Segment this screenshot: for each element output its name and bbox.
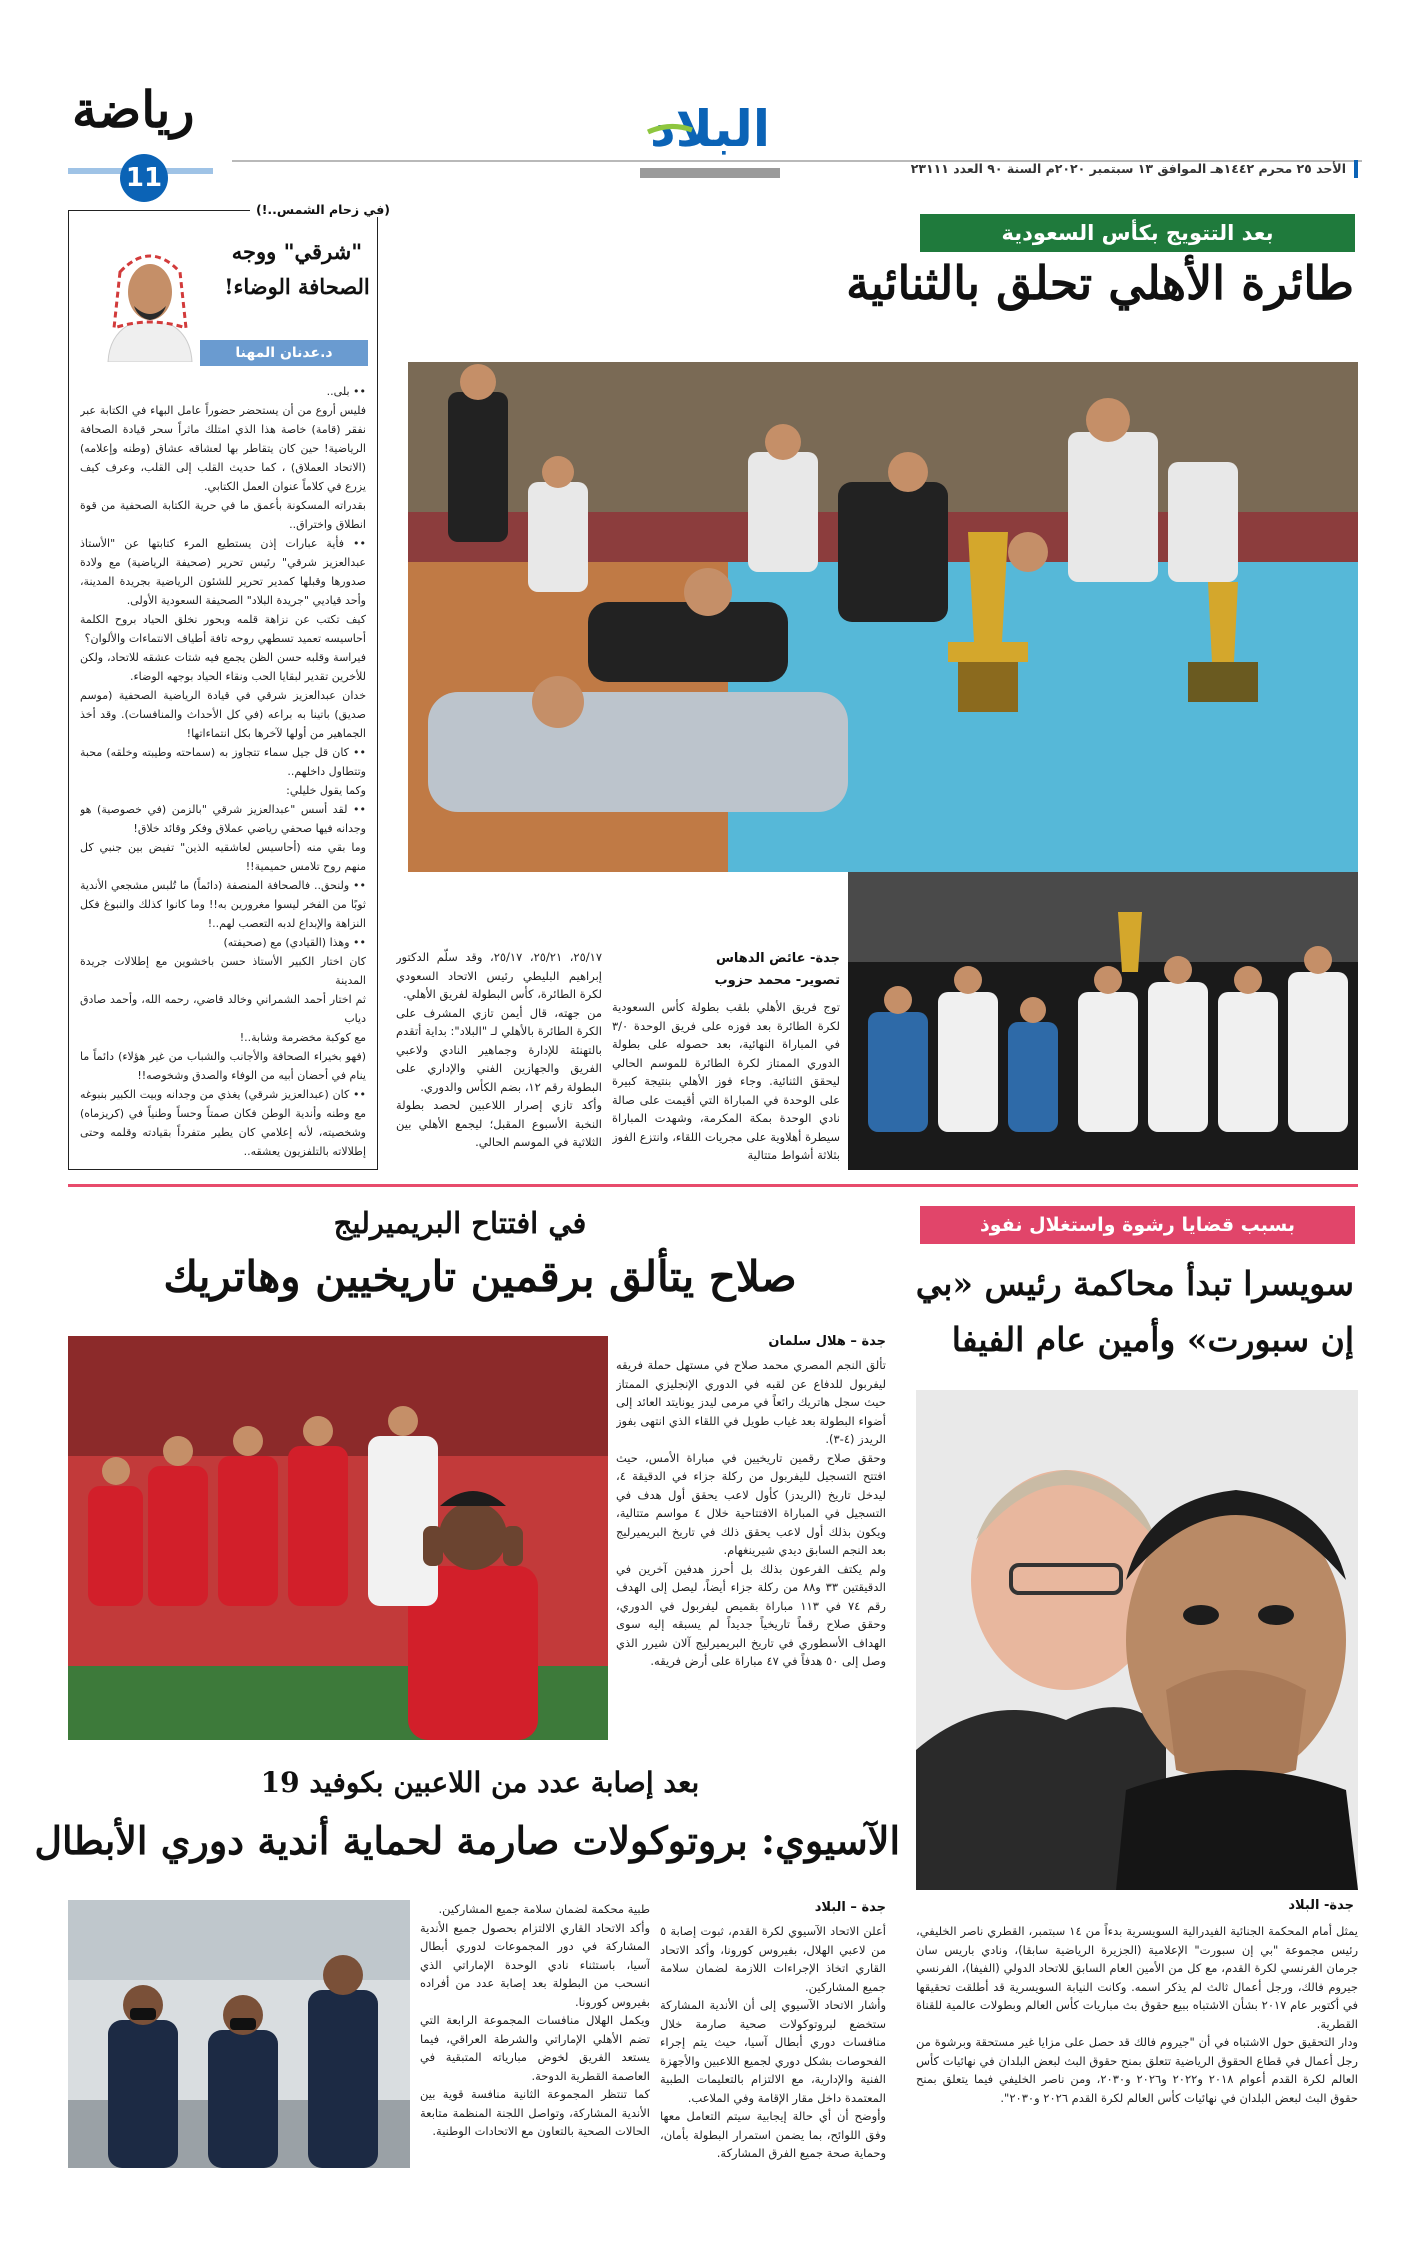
section-title: رياضة: [72, 80, 195, 139]
hilal-players-photo: [68, 1900, 410, 2168]
page-number: 11: [120, 154, 168, 202]
column-title: "شرقي" ووجه الصحافة الوضاء!: [224, 239, 370, 299]
story-salah-kicker: في افتتاح البريميرليج: [333, 1206, 587, 1240]
story-afc-body-part2: طبية محكمة لضمان سلامة جميع المشاركين. وأكد الاتحاد القاري الالتزام بحصول جميع الأندية المشاركة في دور المجموعات لدوري أبطال آسيا، باستثناء نادي الوحدة الإماراتي الذي انسحب من البطولة بعد إصابة عدد من أفراده بفيروس كورونا. ويكمل الهلال منافسات المجموعة الرابعة التي تضم الأهلي الإماراتي والشرطة العراقي، فيما يستعد الفريق لخوض مبارياته المتبقية في العاصمة القطرية الدوحة. كما تنتظر المجموعة الثانية منافسة قوية بين الأندية المشاركة، وتواصل اللجنة المنظمة متابعة الحالات الصحية بالتعاون مع الاتحادات الوطنية.: [420, 1902, 650, 2138]
columnist-name: د.عدنان المهنا: [200, 340, 368, 366]
logo-text: البلاد: [650, 100, 770, 158]
story-fifa-kicker: بسبب قضايا رشوة واستغلال نفوذ: [920, 1206, 1355, 1244]
story-afc-headline: الآسيوي: بروتوكولات صارمة لحماية أندية دوري الأبطال: [34, 1818, 900, 1863]
story-main-byline: جدة- عائض الدهاس تصوير- محمد حزوب: [714, 951, 840, 988]
story-afc-kicker: بعد إصابة عدد من اللاعبين بكوفيد 19: [260, 1766, 700, 1799]
newspaper-logo: [640, 92, 780, 160]
story-salah-headline: صلاح يتألق برقمين تاريخيين وهاتريك: [163, 1252, 797, 1301]
section-divider: [68, 1184, 1358, 1187]
column-kicker: (في زحام الشمس..!): [250, 202, 396, 217]
story-fifa-body: يمثل أمام المحكمة الجنائية الفيدرالية السويسرية بدءاً من ١٤ سبتمبر، القطري ناصر الخليفي، رئيس مجموعة "بي إن سبورت" الإعلامية (الجزيرة الرياضية سابقا)، ونادي باريس سان جرمان الفرنسي لكرة القدم، مع كل من الأمين العام السابق للاتحاد الدولي (الفيفا)، الفرنسي جيروم فالك، ورجل أعمال ثالث لم يذكر اسمه. وكانت النيابة السويسرية قد أطلقت تحقيقها في أكتوبر عام ٢٠١٧ بشأن الاشتباه ببيع حقوق بث مباريات كأس العالم وبطولات عالمية للقناة القطرية. ودار التحقيق حول الاشتباه في أن "جيروم فالك قد حصل على مزايا غير مستحقة وبرشوة من رجل أعمال في قطاع الحقوق الرياضية تتعلق بمنح حقوق البث لبعض البلدان في نهائيات كأس العالم لكرة القدم أعوام ٢٠١٨ و٢٠٢٢ و٢٠٢٦ و٢٠٣٠، ومن ناصر الخليفي فيما يتعلق بمنح حقوق البث لبعض البلدان في نهائيات كأس العالم لكرة القدم ٢٠٢٦ و٢٠٣٠".: [916, 1924, 1358, 2105]
logo-underline: [640, 168, 780, 178]
story-main-kicker: بعد التتويج بكأس السعودية: [920, 214, 1355, 252]
story-afc-body-part1: أعلن الاتحاد الآسيوي لكرة القدم، ثبوت إصابة ٥ من لاعبي الهلال، بفيروس كورونا، وأكد الاتحاد القاري اتخاذ الإجراءات اللازمة لضمان سلامة جميع المشاركين. وأشار الاتحاد الآسيوي إلى أن الأندية المشاركة ستخضع لبروتوكولات صحية صارمة خلال منافسات دوري أبطال آسيا، حيث يتم إجراء الفحوصات بشكل دوري لجميع اللاعبين والأجهزة الفنية والإدارية، مع الالتزام بالتعليمات الطبية المعتمدة داخل مقار الإقامة وفي الملاعب. وأوضح أن أي حالة إيجابية سيتم التعامل معها وفق اللوائح، بما يضمن استمرار البطولة بأمان، وحماية صحة جميع الفرق المشاركة.: [660, 1924, 886, 2160]
khelaifi-valcke-photo: [916, 1390, 1358, 1890]
story-main-body-part1: توج فريق الأهلي بلقب بطولة كأس السعودية لكرة الطائرة بعد فوزه على فريق الوحدة ٣/٠ في المباراة النهائية، بعد حصوله على بطولة الدوري الممتاز لكرة الطائرة للموسم الحالي ليحقق الثنائية. وجاء فوز الأهلي بنتيجة كبيرة على الوحدة في المباراة التي أقيمت على صالة نادي الوحدة بمكة المكرمة، وشهدت المباراة سيطرة أهلاوية على مجريات اللقاء، وانتزع الفوز بثلاثة أشواط متتالية: [612, 1000, 840, 1162]
story-main-headline: طائرة الأهلي تحلق بالثنائية: [846, 256, 1354, 310]
story-salah-body: تألق النجم المصري محمد صلاح في مستهل حملة فريقه ليفربول للدفاع عن لقبه في الدوري الإنجليزي الممتاز حيث سجل هاتريك رائعاً في مرمى ليدز يونايتد العائد إلى أضواء البطولة بعد غياب طويل في اللقاء الذي انتهى بفوز الريدز (٤-٣). وحقق صلاح رقمين تاريخيين في مباراة الأمس، حيث افتتح التسجيل لليفربول من ركلة جزاء في الدقيقة ٤، ليدخل تاريخ (الريدز) كأول لاعب يحقق أول هدف في التسجيل في المباراة الافتتاحية خلال ٤ مواسم متتالية، ويكون بذلك أول لاعب يحقق ذلك في تاريخ البريميرليج بعد النجم السابق ديدي شيرينغهام. ولم يكتف الفرعون بذلك بل أحرز هدفين آخرين في الدقيقتين ٣٣ و٨٨ من ركلة جزاء أيضاً، ليصل إلى الهدف رقم ٧٤ في ١١٣ مباراة بقميص ليفربول في الدوري، وحقق صلاح رقماً تاريخياً جديداً لم يسبقه إليه سوى الهداف الأسطوري في تاريخ البريميرليج آلان شيرر الذي وصل إلى ٥٠ هدفاً في ٤٧ مباراة على أرض فريقه.: [616, 1358, 886, 1668]
volleyball-celebration-photo: [408, 362, 1358, 872]
story-main-body-part2: ٢٥/١٧، ٢٥/٢١، ٢٥/١٧، وقد سلّم الدكتور إبراهيم البليطي رئيس الاتحاد السعودي لكرة الطائرة، كأس البطولة لفريق الأهلي. من جهته، قال أيمن تازي المشرف على الكرة الطائرة بالأهلي لـ "البلاد": بداية أتقدم بالتهنئة للإدارة وجماهير النادي ولاعبي الفريق والجهازين الفني والإداري على البطولة رقم ١٢، بضم الكأس والدوري. وأكد تازي إصرار اللاعبين لحصد بطولة النخبة الأسبوع المقبل؛ ليجمع الأهلي بين الثلاثية في الموسم الحالي.: [396, 950, 602, 1149]
team-trophy-photo: [848, 872, 1358, 1170]
salah-liverpool-photo: [68, 1336, 608, 1740]
story-fifa-headline: سويسرا تبدأ محاكمة رئيس «بي إن سبورت» وأمين عام الفيفا: [915, 1264, 1354, 1359]
story-afc-byline: جدة – البلاد: [814, 1900, 886, 1915]
column-body: •• بلى.. فليس أروع من أن يستحضر حضوراً عامل البهاء في الكتابة عبر نفقر (قامة) خاصة هذا الذي امتلك ماثراً سحر قيادة الصحافة الرياضية! حين كان يتقاطر بها لعشاقه عشاق (وطنه وإعلامه) (الاتحاد العملاق) ، كما حديث القلب إلى القلب، وعرف كيف يزرع في كلاماً عنوان العمل الكتابي. بقدراته المسكونة بأعمق ما في حرية الكتابة الصحفية من قوة انطلاق واختراق.. •• فأية عبارات إذن يستطيع المرء كتابتها عن "الأستاذ عبدالعزيز شرقي" رئيس تحرير (صحيفة الرياضية) مع ولادة صدورها وقبلها كمدير تحرير للشئون الرياضية بجريدة المدينة، وأحد قياديي "جريدة البلاد" الصحيفة السعودية الأولى. كيف تكتب عن نزاهة قلمه وبحور نخلق الحياد بروح الكلمة أحاسيسه تعميد تسطهي روحه تافة أطياف الانتماءات والألوان؟ فيراسة وقلبه حسن الظن يجمع فيه شتات عشقه للاتحاد، ولكن للأخرين تقدير لبقايا الحب ونقاء الحياد بوجهه الوضاء. خدان عبدالعزيز شرقي في قيادة الرياضية الصحفية (موسم صديق) باتينا به براعه (في كل الأحداث والمنافسات). وقد أخذ الجماهير من أولها لآخرها بكل انتماءاتها! •• كان قل جيل سماء تتجاوز به (سماحته وطيبته وخلقه) محبة وتتطاول داخلهم.. وكما يقول خليلي: •• لقد أسس "عبدالعزيز شرقي "بالزمن (في خصوصية) هو وجدانه فيها صحفي رياضي عملاق وفكر وقائد خلاق! وما بقي منه (أحاسيس لعاشقيه الذين" تفيض بين جنبي كل منهم روح تلامس حميمية!! •• ولنحق.. فالصحافة المنصفة (دائماً) ما تُلبس مشجعي الأندية ثوبًا من الفخر ليسوا مغرورين به!! وما كانوا كذلك والنبوغ فكل النزاهة والإبداع لدبه التعصب لهم..! •• وهذا (القيادي) مع (صحيفته) كان اختار الكبير الأستاذ حسن باخشوين مع إطلالات جريدة المدينة ثم اختار أحمد الشمراني وخالد قاضي، رحمه الله، وأحمد صادق دياب مع كوكبة مخضرمة وشابة..! (فهو بخيراء الصحافة والأجانب والشباب من غير هؤلاء) دائماً ما ينام في أحضان أبيه من الوفاء والصدق وشخوصه!! •• كان (عبدالعزيز شرقي) يغذي من وجدانه وبيت الكبير بنبوغه مع وطنه وأندية الوطن فكان صمتاً وحساً وطنياً في (كريزماه) وشخصيته، لأنه إعلامي كان يطير متفرداً بقيادته وقلمه وحتى إطلالاته بالتلفزيون يعشقه..: [80, 385, 366, 1158]
story-fifa-byline: جدة- البلاد: [1288, 1898, 1354, 1913]
story-salah-byline: جدة – هلال سلمان: [768, 1334, 886, 1349]
dateline: الأحد ٢٥ محرم ١٤٤٢هـ الموافق ١٣ سبتمبر ٢٠٢٠م السنة ٩٠ العدد ٢٣١١١: [911, 160, 1358, 178]
columnist-photo: [90, 232, 210, 362]
